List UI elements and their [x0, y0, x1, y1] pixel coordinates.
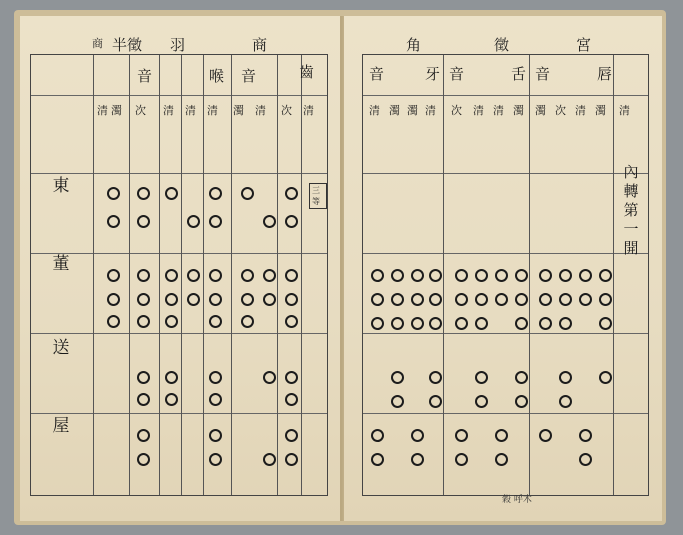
left-voice-hou: 喉 [209, 67, 225, 85]
right-heading-gong: 宮 [576, 36, 592, 54]
section-title-vertical: 內轉第一開 [623, 163, 639, 257]
rhyme-dong: 東 [52, 176, 70, 196]
left-voice-yin-2: 音 [137, 67, 153, 85]
right-voice-yin-3: 音 [535, 65, 551, 83]
right-voice-chun: 唇 [597, 65, 613, 83]
side-note-stamp: 三等 [309, 183, 327, 209]
right-heading-jiao: 角 [406, 36, 422, 54]
left-heading-shang: 商 [252, 36, 268, 54]
left-table: 齒 音 喉 音 清 次 清 濁 清 清 清 次 濁 清 東 董 送 屋 三等 [30, 54, 328, 496]
left-page [20, 16, 340, 521]
right-voice-ya: 牙 [425, 65, 441, 83]
right-voice-she: 舌 [511, 65, 527, 83]
left-heading-shang-2: 商 [92, 37, 103, 50]
right-voice-yin-1: 音 [369, 65, 385, 83]
rhyme-song: 送 [52, 338, 70, 358]
bottom-annotation: 穀 呼木 [502, 495, 532, 505]
right-heading-zhi: 徵 [494, 36, 510, 54]
rhyme-dong-2: 董 [52, 254, 70, 274]
right-page [344, 16, 662, 521]
right-table: 音 牙 音 舌 音 唇 清 濁 濁 清 次 清 清 濁 濁 次 清 濁 清 內轉第一開 [362, 54, 649, 496]
left-heading-banzhi: 半徵 [112, 36, 143, 54]
left-voice-chi: 齒 [299, 63, 315, 81]
book-spread [14, 10, 666, 525]
left-heading-yu: 羽 [170, 36, 186, 54]
right-voice-yin-2: 音 [449, 65, 465, 83]
left-voice-yin-1: 音 [241, 67, 257, 85]
rhyme-wu: 屋 [52, 416, 70, 436]
